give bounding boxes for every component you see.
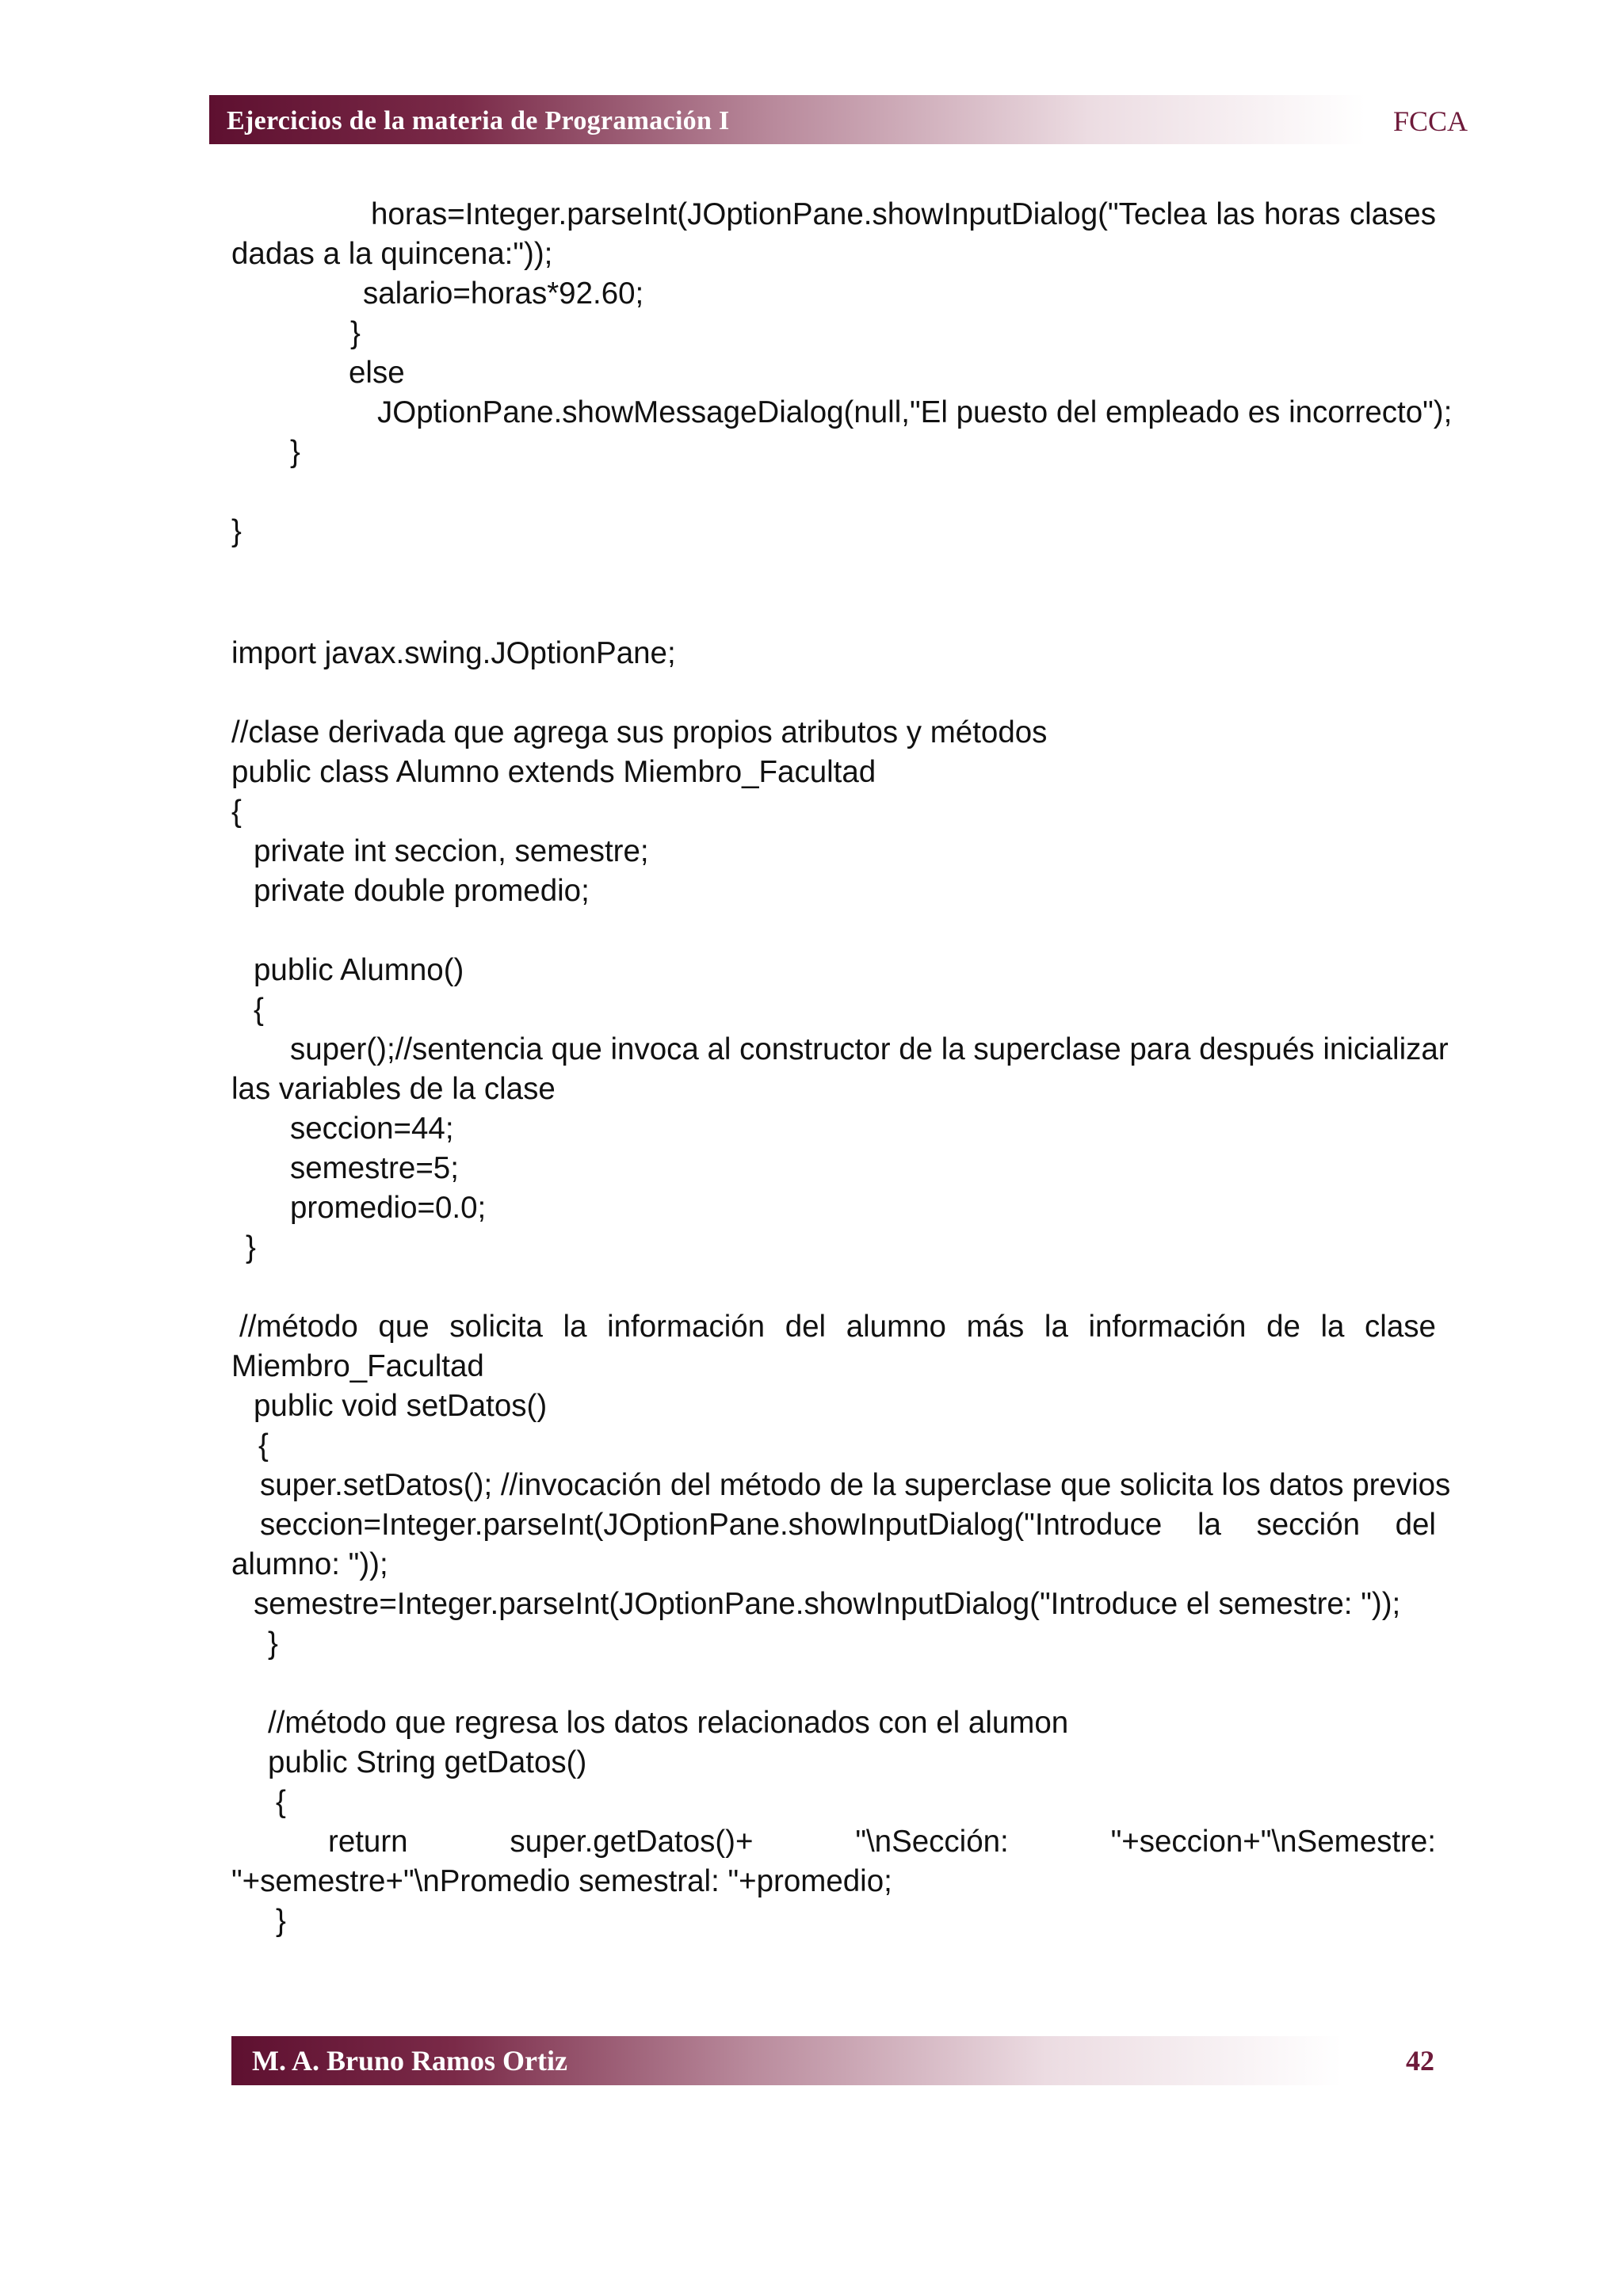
- code-line: else: [349, 356, 405, 390]
- code-fragment: "+seccion+"\nSemestre:: [1110, 1825, 1436, 1859]
- header-title: Ejercicios de la materia de Programación I: [227, 106, 730, 135]
- code-line: super();//sentencia que invoca al constructor de la superclase para después inicializar: [290, 1032, 1449, 1066]
- code-fragment: información: [1088, 1310, 1247, 1344]
- code-line: }: [246, 1230, 256, 1264]
- code-fragment: solicita: [449, 1310, 543, 1344]
- code-fragment: //método: [239, 1310, 358, 1344]
- code-fragment: del: [1395, 1508, 1436, 1542]
- code-fragment: la: [563, 1310, 587, 1344]
- code-line: seccion=44;: [290, 1112, 454, 1146]
- code-line: "+semestre+"\nPromedio semestral: "+promedio;: [231, 1864, 892, 1898]
- code-line: las variables de la clase: [231, 1072, 556, 1106]
- code-line: {: [258, 1428, 269, 1463]
- code-fragment: clase: [1365, 1310, 1436, 1344]
- code-line: public class Alumno extends Miembro_Facultad: [231, 755, 876, 789]
- code-line: private double promedio;: [254, 874, 590, 908]
- code-fragment: horas: [1264, 197, 1341, 231]
- page-number: 42: [1406, 2045, 1434, 2077]
- code-fragment: return: [328, 1825, 408, 1859]
- code-line: salario=horas*92.60;: [363, 277, 644, 311]
- code-line: }: [231, 514, 242, 548]
- code-fragment: alumno: [846, 1310, 946, 1344]
- code-fragment: "\nSección:: [855, 1825, 1009, 1859]
- code-fragment: sección: [1256, 1508, 1361, 1542]
- code-line: public void setDatos(): [254, 1389, 548, 1423]
- code-line: }: [276, 1904, 286, 1938]
- code-line: promedio=0.0;: [290, 1191, 487, 1225]
- footer-author: M. A. Bruno Ramos Ortiz: [252, 2045, 567, 2077]
- code-line: semestre=5;: [290, 1151, 459, 1185]
- code-line: alumno: "));: [231, 1547, 388, 1581]
- code-line: [231, 1505, 1436, 1545]
- code-line: [231, 1822, 1436, 1862]
- code-fragment: de: [1266, 1310, 1300, 1344]
- code-fragment: super.getDatos()+: [510, 1825, 754, 1859]
- code-line: semestre=Integer.parseInt(JOptionPane.showInputDialog("Introduce el semestre: "));: [254, 1587, 1401, 1621]
- code-line: [231, 1307, 1436, 1347]
- code-line: }: [268, 1627, 278, 1661]
- code-line: {: [254, 993, 264, 1027]
- code-fragment: más: [966, 1310, 1025, 1344]
- code-fragment: información: [607, 1310, 766, 1344]
- code-fragment: horas=Integer.parseInt(JOptionPane.showInputDialog("Teclea: [371, 197, 1207, 231]
- code-line: //clase derivada que agrega sus propios atributos y métodos: [231, 715, 1048, 749]
- code-fragment: la: [1197, 1508, 1221, 1542]
- code-fragment: seccion=Integer.parseInt(JOptionPane.showInputDialog("Introduce: [260, 1508, 1163, 1542]
- code-fragment: las: [1216, 197, 1255, 231]
- code-line: {: [231, 795, 242, 829]
- code-fragment: que: [378, 1310, 430, 1344]
- code-line: Miembro_Facultad: [231, 1349, 484, 1383]
- code-line: }: [350, 316, 361, 350]
- code-fragment: la: [1320, 1310, 1345, 1344]
- code-line: super.setDatos(); //invocación del método de la superclase que solicita los datos previos: [260, 1468, 1451, 1502]
- code-line: JOptionPane.showMessageDialog(null,"El puesto del empleado es incorrecto");: [377, 395, 1453, 429]
- code-line: private int seccion, semestre;: [254, 834, 649, 868]
- code-line: import javax.swing.JOptionPane;: [231, 636, 676, 670]
- code-line: public Alumno(): [254, 953, 464, 987]
- code-line: }: [290, 435, 300, 469]
- code-line: [231, 195, 1436, 235]
- code-line: public String getDatos(): [268, 1745, 587, 1779]
- code-fragment: clases: [1349, 197, 1436, 231]
- code-fragment: del: [785, 1310, 827, 1344]
- code-line: {: [276, 1785, 286, 1819]
- code-line: //método que regresa los datos relacionados con el alumon: [268, 1706, 1069, 1740]
- code-line: dadas a la quincena:"));: [231, 237, 553, 271]
- code-fragment: la: [1044, 1310, 1068, 1344]
- header-faculty: FCCA: [1392, 105, 1468, 137]
